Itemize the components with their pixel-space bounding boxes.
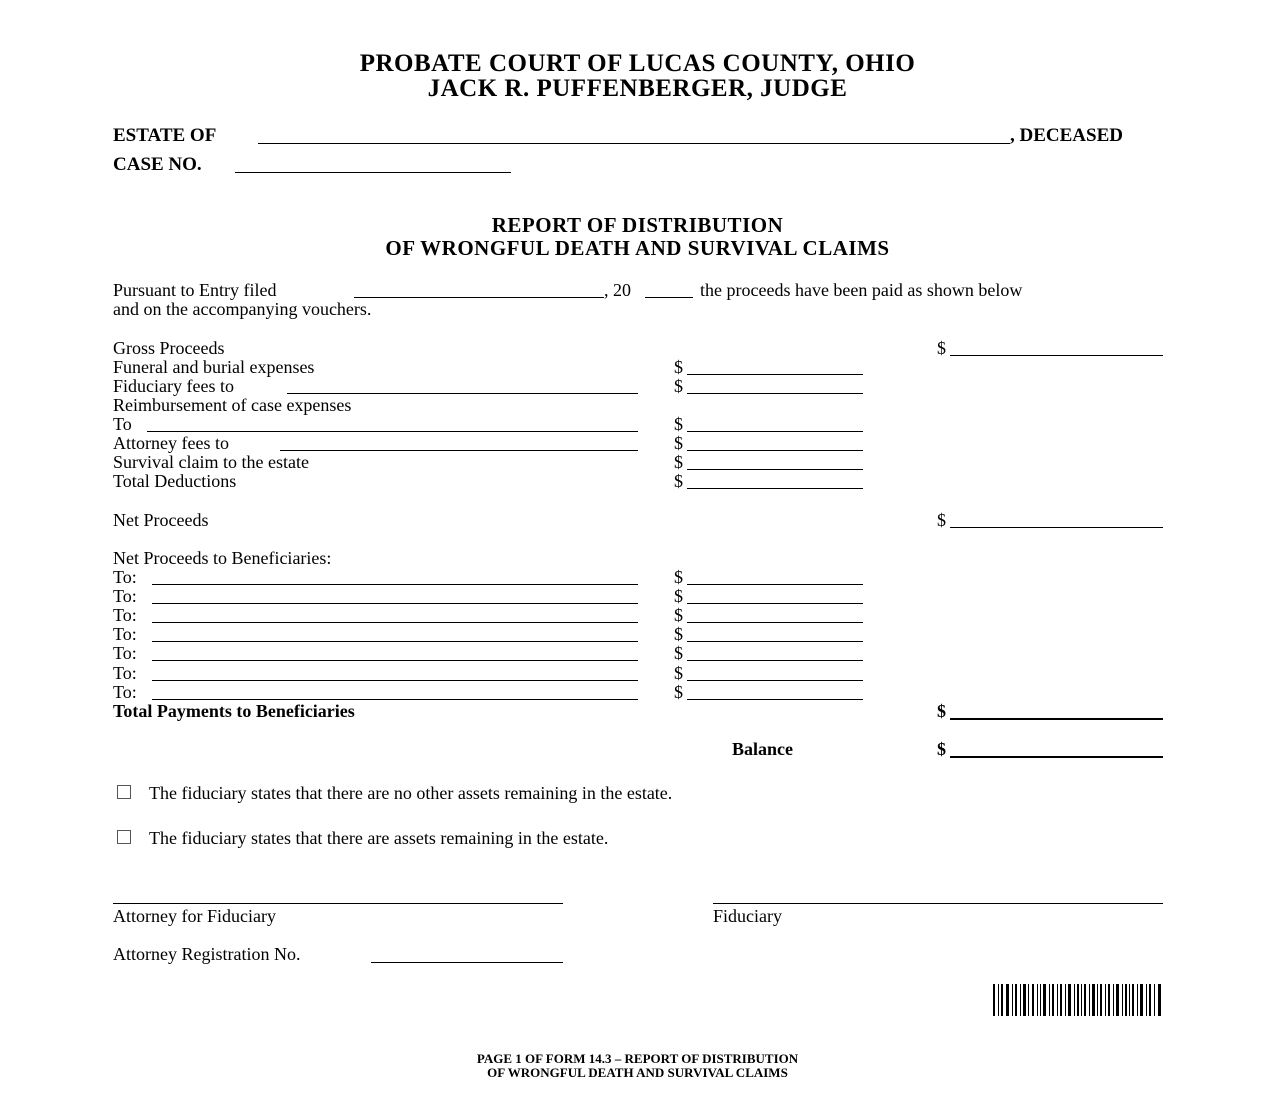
dollar-sign: $ <box>674 605 683 625</box>
funeral-label: Funeral and burial expenses <box>113 357 315 377</box>
beneficiary-to-label: To: <box>113 567 137 587</box>
dollar-sign: $ <box>674 357 683 377</box>
report-title-line1: REPORT OF DISTRIBUTION <box>491 213 784 237</box>
net-proceeds-label: Net Proceeds <box>113 510 209 530</box>
beneficiary-amount-field[interactable] <box>687 680 863 681</box>
dollar-sign: $ <box>674 567 683 587</box>
to-label: To <box>113 414 132 434</box>
beneficiary-amount-field[interactable] <box>687 603 863 604</box>
dollar-sign: $ <box>674 452 683 472</box>
net-proceeds-amount[interactable] <box>950 527 1163 528</box>
balance-label: Balance <box>732 739 793 759</box>
dollar-sign: $ <box>937 338 946 358</box>
total-deductions-label: Total Deductions <box>113 471 237 491</box>
gross-proceeds-amount[interactable] <box>950 355 1163 356</box>
beneficiary-to-label: To: <box>113 643 137 663</box>
dollar-sign: $ <box>937 701 946 721</box>
attorney-registration-label: Attorney Registration No. <box>113 944 301 964</box>
dollar-sign: $ <box>937 739 946 759</box>
beneficiary-to-label: To: <box>113 663 137 683</box>
beneficiary-name-field[interactable] <box>152 622 638 623</box>
survival-claim-amount[interactable] <box>687 469 863 470</box>
beneficiary-amount-field[interactable] <box>687 584 863 585</box>
total-deductions-amount[interactable] <box>687 488 863 489</box>
gross-proceeds-label: Gross Proceeds <box>113 338 225 358</box>
estate-name-field[interactable] <box>258 143 1010 144</box>
proceeds-text: the proceeds have been paid as shown below <box>700 280 1023 300</box>
dollar-sign: $ <box>674 471 683 491</box>
dollar-sign: $ <box>674 624 683 644</box>
no-assets-checkbox[interactable] <box>117 785 131 799</box>
total-payments-label: Total Payments to Beneficiaries <box>113 701 355 721</box>
court-title: PROBATE COURT OF LUCAS COUNTY, OHIO <box>359 50 916 77</box>
beneficiary-amount-field[interactable] <box>687 699 863 700</box>
reimbursement-payee[interactable] <box>147 431 638 432</box>
reimbursement-label: Reimbursement of case expenses <box>113 395 352 415</box>
beneficiary-amount-field[interactable] <box>687 622 863 623</box>
beneficiary-to-label: To: <box>113 605 137 625</box>
beneficiary-name-field[interactable] <box>152 603 638 604</box>
beneficiary-name-field[interactable] <box>152 680 638 681</box>
fiduciary-fees-label: Fiduciary fees to <box>113 376 234 396</box>
fiduciary-fees-amount[interactable] <box>687 393 863 394</box>
vouchers-text: and on the accompanying vouchers. <box>113 299 372 319</box>
fiduciary-signature-line[interactable] <box>713 903 1163 904</box>
dollar-sign: $ <box>674 682 683 702</box>
barcode <box>993 984 1163 1016</box>
dollar-sign: $ <box>937 510 946 530</box>
beneficiary-to-label: To: <box>113 682 137 702</box>
beneficiary-amount-field[interactable] <box>687 641 863 642</box>
estate-of-label: ESTATE OF <box>113 125 217 146</box>
pursuant-text: Pursuant to Entry filed <box>113 280 277 300</box>
dollar-sign: $ <box>674 663 683 683</box>
beneficiary-name-field[interactable] <box>152 699 638 700</box>
beneficiary-to-label: To: <box>113 586 137 606</box>
fiduciary-fees-payee[interactable] <box>287 393 638 394</box>
no-assets-label: The fiduciary states that there are no other assets remaining in the estate. <box>149 783 673 803</box>
dollar-sign: $ <box>674 414 683 434</box>
case-no-field[interactable] <box>235 172 511 173</box>
survival-claim-label: Survival claim to the estate <box>113 452 309 472</box>
net-to-beneficiaries-label: Net Proceeds to Beneficiaries: <box>113 548 332 568</box>
assets-remaining-checkbox[interactable] <box>117 830 131 844</box>
dollar-sign: $ <box>674 586 683 606</box>
dollar-sign: $ <box>674 376 683 396</box>
beneficiary-amount-field[interactable] <box>687 660 863 661</box>
attorney-registration-field[interactable] <box>371 962 563 963</box>
beneficiary-to-label: To: <box>113 624 137 644</box>
footer-line2: OF WRONGFUL DEATH AND SURVIVAL CLAIMS <box>487 1065 788 1080</box>
year-prefix: , 20 <box>604 280 631 300</box>
beneficiary-name-field[interactable] <box>152 660 638 661</box>
fiduciary-label: Fiduciary <box>713 906 782 926</box>
total-payments-amount[interactable] <box>950 718 1163 720</box>
attorney-fees-amount[interactable] <box>687 450 863 451</box>
funeral-amount[interactable] <box>687 374 863 375</box>
beneficiary-name-field[interactable] <box>152 584 638 585</box>
attorney-fees-payee[interactable] <box>280 450 638 451</box>
report-title-line2: OF WRONGFUL DEATH AND SURVIVAL CLAIMS <box>385 236 890 260</box>
year-field[interactable] <box>645 297 693 298</box>
footer-line1: PAGE 1 OF FORM 14.3 – REPORT OF DISTRIBUTION <box>476 1051 799 1066</box>
balance-amount[interactable] <box>950 756 1163 758</box>
attorney-fees-label: Attorney fees to <box>113 433 229 453</box>
deceased-label: , DECEASED <box>1010 125 1123 146</box>
entry-date-field[interactable] <box>354 297 604 298</box>
judge-title: JACK R. PUFFENBERGER, JUDGE <box>427 75 848 102</box>
case-no-label: CASE NO. <box>113 154 202 175</box>
reimbursement-amount[interactable] <box>687 431 863 432</box>
dollar-sign: $ <box>674 433 683 453</box>
attorney-for-fiduciary-label: Attorney for Fiduciary <box>113 906 276 926</box>
assets-remaining-label: The fiduciary states that there are assets remaining in the estate. <box>149 828 609 848</box>
beneficiary-name-field[interactable] <box>152 641 638 642</box>
attorney-signature-line[interactable] <box>113 903 563 904</box>
dollar-sign: $ <box>674 643 683 663</box>
